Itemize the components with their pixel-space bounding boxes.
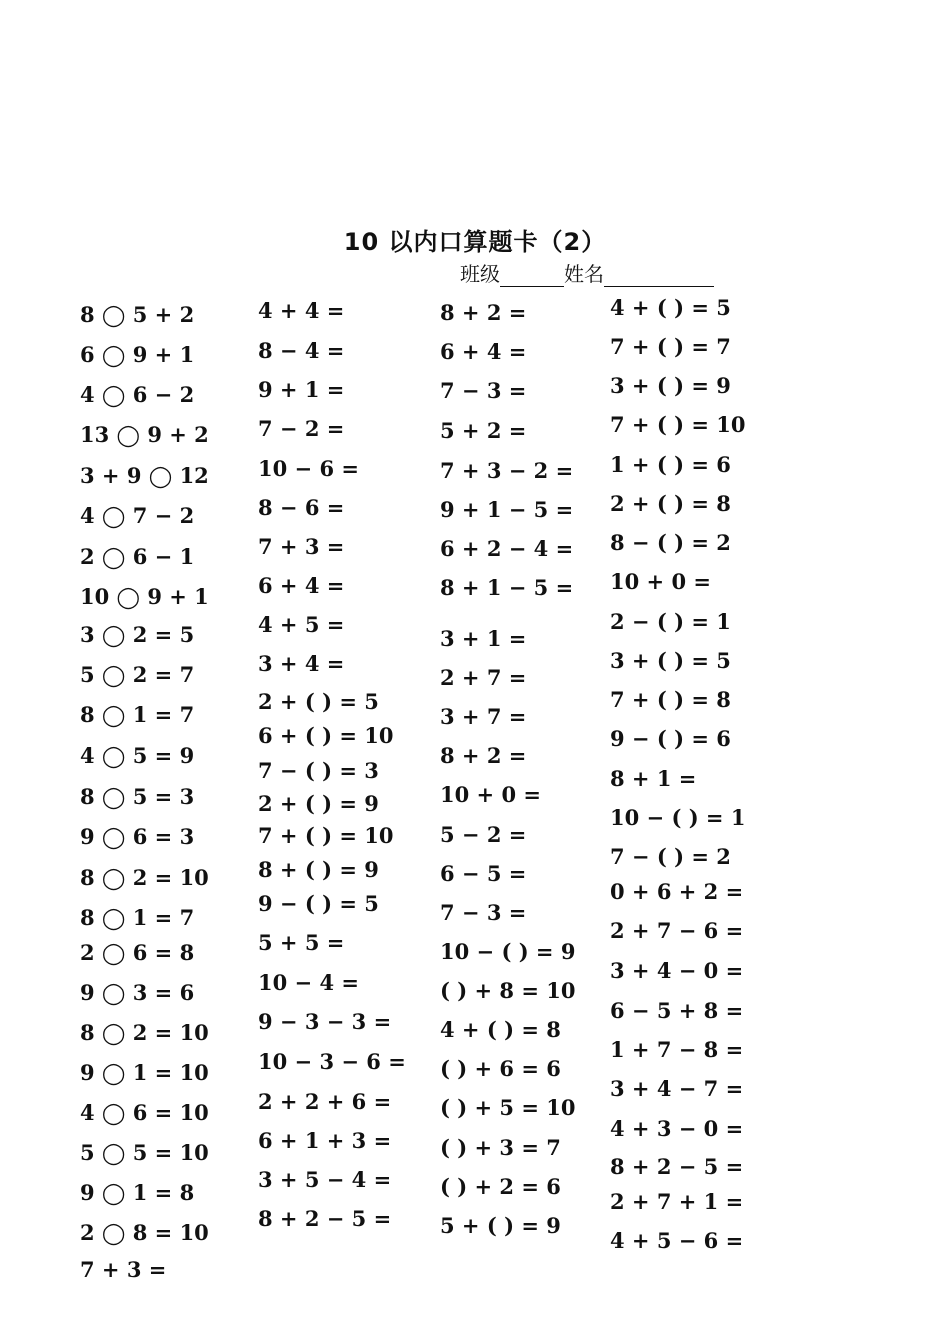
problem-item: 10 ◯ 9 + 1 (80, 584, 209, 609)
problem-item: 7 − 2 = (258, 416, 345, 441)
problem-item: 7 + 3 − 2 = (440, 458, 574, 483)
problem-item: 6 + ( ) = 10 (258, 723, 394, 748)
problem-item: 4 + 5 = (258, 612, 345, 637)
problem-item: 8 ◯ 2 = 10 (80, 1020, 209, 1045)
problem-item: 6 + 2 − 4 = (440, 536, 574, 561)
problem-item: 5 ◯ 2 = 7 (80, 662, 195, 687)
problem-item: 5 − 2 = (440, 822, 527, 847)
problem-item: 9 + 1 − 5 = (440, 497, 574, 522)
problem-item: 2 ◯ 6 = 8 (80, 940, 195, 965)
problem-item: 3 + 9 ◯ 12 (80, 463, 209, 488)
problem-item: 2 + ( ) = 5 (258, 689, 379, 714)
problem-item: 4 + ( ) = 5 (610, 295, 731, 320)
problem-item: 8 − 4 = (258, 338, 345, 363)
problem-item: 10 + 0 = (610, 569, 711, 594)
problem-item: 2 ◯ 6 − 1 (80, 544, 195, 569)
problem-item: 4 + 3 − 0 = (610, 1116, 744, 1141)
problem-item: 5 ◯ 5 = 10 (80, 1140, 209, 1165)
problem-item: 3 + 4 − 7 = (610, 1076, 744, 1101)
problem-item: 0 + 6 + 2 = (610, 879, 744, 904)
problem-item: 7 − 3 = (440, 378, 527, 403)
problem-item: 2 + ( ) = 8 (610, 491, 731, 516)
problem-item: 2 + ( ) = 9 (258, 791, 379, 816)
class-label: 班级 (460, 262, 500, 286)
problem-item: 3 + 4 = (258, 651, 345, 676)
problem-item: 4 + ( ) = 8 (440, 1017, 561, 1042)
problem-item: 13 ◯ 9 + 2 (80, 422, 209, 447)
problem-item: 7 + ( ) = 8 (610, 687, 731, 712)
name-label: 姓名 (564, 262, 604, 286)
problem-item: 3 ◯ 2 = 5 (80, 622, 195, 647)
problem-item: 2 + 7 + 1 = (610, 1189, 744, 1214)
problem-item: 9 − ( ) = 5 (258, 891, 379, 916)
name-field[interactable] (604, 266, 714, 287)
problem-item: 9 ◯ 6 = 3 (80, 824, 195, 849)
problem-item: 1 + ( ) = 6 (610, 452, 731, 477)
problem-item: 9 − ( ) = 6 (610, 726, 731, 751)
problem-item: 2 + 7 − 6 = (610, 918, 744, 943)
problem-item: 8 + 1 − 5 = (440, 575, 574, 600)
page-title: 10 以内口算题卡（2） (343, 228, 607, 256)
problem-item: 5 + ( ) = 9 (440, 1213, 561, 1238)
problem-item: 3 + 7 = (440, 704, 527, 729)
problem-item: 8 + 2 − 5 = (258, 1206, 392, 1231)
problem-item: 8 ◯ 1 = 7 (80, 905, 195, 930)
problem-item: 8 ◯ 5 = 3 (80, 784, 195, 809)
problem-item: 7 − ( ) = 3 (258, 758, 379, 783)
class-field[interactable] (500, 266, 564, 287)
problem-item: 3 + 4 − 0 = (610, 958, 744, 983)
problem-item: 7 − 3 = (440, 900, 527, 925)
problem-item: ( ) + 6 = 6 (440, 1056, 561, 1081)
problem-item: 10 − 4 = (258, 970, 359, 995)
problem-item: 7 + ( ) = 10 (610, 412, 746, 437)
problem-item: 4 + 4 = (258, 298, 345, 323)
problem-item: ( ) + 5 = 10 (440, 1095, 576, 1120)
problem-item: ( ) + 8 = 10 (440, 978, 576, 1003)
problem-item: 6 ◯ 9 + 1 (80, 342, 195, 367)
problem-item: 8 ◯ 2 = 10 (80, 865, 209, 890)
problem-item: 8 ◯ 5 + 2 (80, 302, 195, 327)
problem-item: 3 + 1 = (440, 626, 527, 651)
problem-item: 8 − ( ) = 2 (610, 530, 731, 555)
problem-item: 9 + 1 = (258, 377, 345, 402)
problem-item: 3 + ( ) = 5 (610, 648, 731, 673)
problem-item: 6 − 5 + 8 = (610, 998, 744, 1023)
problem-item: 2 − ( ) = 1 (610, 609, 731, 634)
problem-item: 10 − 6 = (258, 456, 359, 481)
problem-item: 10 + 0 = (440, 782, 541, 807)
problem-item: 10 − 3 − 6 = (258, 1049, 406, 1074)
problem-item: 8 ◯ 1 = 7 (80, 702, 195, 727)
problem-item: 9 − 3 − 3 = (258, 1009, 392, 1034)
problem-item: 8 + 1 = (610, 766, 697, 791)
problem-item: 4 ◯ 6 = 10 (80, 1100, 209, 1125)
problem-item: 8 + 2 − 5 = (610, 1154, 744, 1179)
student-info (460, 258, 714, 287)
problem-item: 5 + 5 = (258, 930, 345, 955)
problem-item: 6 + 4 = (440, 339, 527, 364)
problem-item: 7 − ( ) = 2 (610, 844, 731, 869)
problem-item: 2 + 7 = (440, 665, 527, 690)
problem-item: ( ) + 2 = 6 (440, 1174, 561, 1199)
problem-item: 10 − ( ) = 1 (610, 805, 746, 830)
problem-item: 7 + ( ) = 7 (610, 334, 731, 359)
problem-item: 6 − 5 = (440, 861, 527, 886)
problem-item: 9 ◯ 1 = 8 (80, 1180, 195, 1205)
problem-item: 1 + 7 − 8 = (610, 1037, 744, 1062)
problem-item: 10 − ( ) = 9 (440, 939, 576, 964)
problem-item: 5 + 2 = (440, 418, 527, 443)
problem-item: 8 + ( ) = 9 (258, 857, 379, 882)
problem-item: 4 ◯ 6 − 2 (80, 382, 195, 407)
problem-item: 6 + 4 = (258, 573, 345, 598)
problem-item: 8 − 6 = (258, 495, 345, 520)
problem-item: 3 + ( ) = 9 (610, 373, 731, 398)
problem-item: 9 ◯ 1 = 10 (80, 1060, 209, 1085)
problem-item: 4 ◯ 7 − 2 (80, 503, 195, 528)
problem-item: 4 + 5 − 6 = (610, 1228, 744, 1253)
problem-item: 6 + 1 + 3 = (258, 1128, 392, 1153)
problem-item: 7 + 3 = (80, 1257, 167, 1282)
problem-item: 8 + 2 = (440, 743, 527, 768)
problem-item: 7 + 3 = (258, 534, 345, 559)
problem-item: 2 + 2 + 6 = (258, 1089, 392, 1114)
problem-item: 2 ◯ 8 = 10 (80, 1220, 209, 1245)
problem-item: 4 ◯ 5 = 9 (80, 743, 195, 768)
problem-item: 7 + ( ) = 10 (258, 823, 394, 848)
problem-item: ( ) + 3 = 7 (440, 1135, 561, 1160)
problem-item: 8 + 2 = (440, 300, 527, 325)
problem-item: 3 + 5 − 4 = (258, 1167, 392, 1192)
problem-item: 9 ◯ 3 = 6 (80, 980, 195, 1005)
